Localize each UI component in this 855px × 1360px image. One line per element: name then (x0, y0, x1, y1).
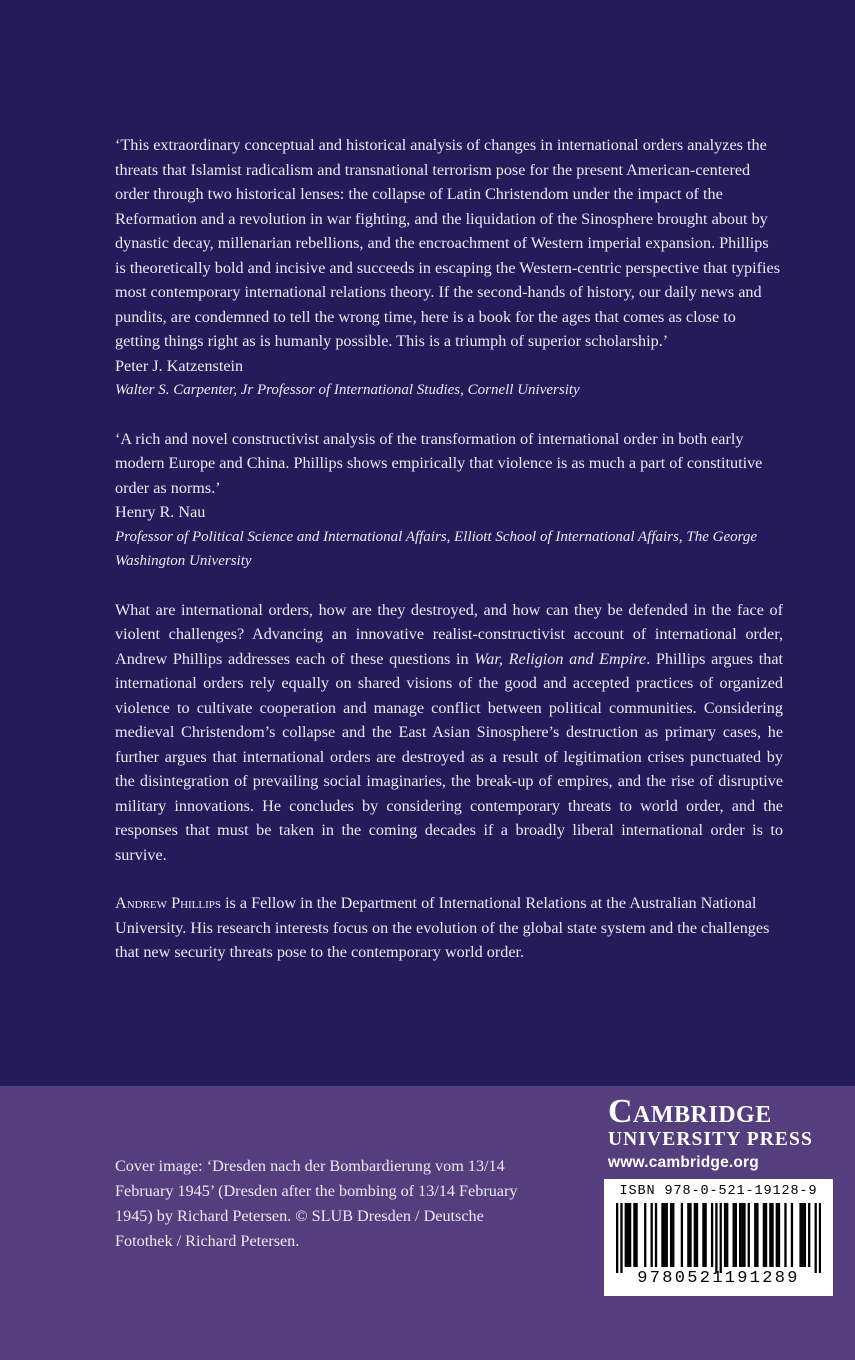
barcode-bar (704, 1203, 706, 1267)
book-description (115, 598, 783, 868)
barcode-bar (633, 1203, 635, 1267)
book-title: War, Religion and Empire (474, 649, 647, 668)
barcode-bar (791, 1203, 793, 1267)
description-part-2: . Phillips argues that international orders rely equally on shared visions of the good and accepted practices of organized violence to cultivate cooperation and manage conflict between political communities. Considering medieval Christendom’s collapse and the East Asian Sinosphere’s destruction as primary cases, he further argues that international orders are destroyed as a result of legitimation crises punctuated by the disintegration of prevailing social imaginaries, the break-up of empires, and the rise of disruptive military innovations. He concludes by considering contemporary threats to world order, and the responses that must be taken in the coming decades if a broadly liberal international order is to survive. (115, 649, 784, 864)
barcode-bar (769, 1203, 771, 1267)
publisher-url: www.cambridge.org (608, 1154, 759, 1171)
barcode-bar (711, 1203, 713, 1267)
author-bio-text: is a Fellow in the Department of International Relations at the Australian National University. His research interests focus on the evolution of the global state system and the challenges that new security threats pose to the contemporary world order. (115, 894, 770, 961)
isbn-barcode-box (604, 1179, 833, 1296)
barcode-bar (651, 1203, 653, 1267)
description-part-1: What are international orders, how are they destroyed, and how can they be defended in the face of violent challenges? Advancing an innovative realist-constructivist account of international order, Andrew Phillips addresses each of these questions in (115, 600, 783, 668)
endorsement-quote-2: ‘A rich and novel constructivist analysis of the transformation of international order in both early modern Europe and China. Phillips shows empirically that violence is as much a part of constitutive order as norms.’ (115, 429, 763, 497)
barcode-bar (804, 1203, 806, 1267)
barcode-bar (754, 1203, 756, 1267)
barcode-bar (629, 1203, 631, 1267)
barcode-bar (616, 1203, 618, 1273)
barcode-bar (670, 1203, 672, 1267)
publisher-logo (608, 1094, 838, 1172)
barcode-bar (689, 1203, 691, 1267)
barcode-bar (724, 1203, 726, 1267)
barcode-bar (763, 1203, 765, 1267)
barcode-bar (694, 1203, 696, 1267)
barcode-bar (748, 1203, 750, 1267)
barcode-bar (726, 1203, 728, 1267)
back-cover-copy (115, 133, 783, 965)
barcode-graphic (616, 1203, 821, 1273)
barcode-bar (681, 1203, 683, 1267)
barcode-bar (720, 1203, 722, 1273)
barcode-bar (733, 1203, 735, 1267)
barcode-bar (802, 1203, 804, 1267)
barcode-bar (672, 1203, 674, 1267)
barcode-bar (666, 1203, 668, 1267)
barcode-bar (620, 1203, 622, 1273)
endorsement-quote-1: ‘This extraordinary conceptual and historical analysis of changes in international orders analyzes the threats that Islamist radicalism and transnational terrorism pose for the present American-centered order through two historical lenses: the collapse of Latin Christendom under the impact of the Reformation and a revolution in war fighting, and the liquidation of the Sinosphere brought about by dynastic decay, millenarian rebellions, and the encroachment of Western imperial expansion. Phillips is theoretically bold and incisive and succeeds in escaping the Western-centric perspective that typifies most contemporary international relations theory. If the second-hands of history, our daily news and pundits, are condemned to tell the wrong time, here is a book for the ages that comes as close to getting things right as is humanly possible. This is a triumph of superior scholarship.’ (115, 136, 780, 350)
barcode-bar (771, 1203, 773, 1267)
barcode-bar (776, 1203, 778, 1267)
publisher-name: Cambridge (608, 1093, 772, 1130)
barcode-bar (663, 1203, 665, 1267)
barcode-bar (765, 1203, 767, 1267)
endorser-name-1: Peter J. Katzenstein (115, 356, 244, 375)
barcode-bar (627, 1203, 629, 1267)
barcode-bar (625, 1203, 627, 1267)
barcode-bar (743, 1203, 745, 1267)
cover-image-credit: Cover image: ‘Dresden nach der Bombardierung vom 13/14 February 1945’ (Dresden after the bombing of 13/14 February 1945) by Richard Petersen. © SLUB Dresden / Deutsche Fotothek / Richard Petersen. (115, 1157, 518, 1250)
endorser-name-2: Henry R. Nau (115, 503, 206, 521)
ean-digits: 9780521191289 (637, 1269, 800, 1288)
spacer (115, 867, 783, 891)
spacer (115, 574, 783, 598)
barcode-bar (687, 1203, 689, 1267)
isbn-label: ISBN 978-0-521-19128-9 (619, 1184, 818, 1199)
barcode-bar (715, 1203, 717, 1273)
barcode-bar (735, 1203, 737, 1267)
barcode-bar (739, 1203, 741, 1267)
barcode-bar (819, 1203, 821, 1273)
barcode-bar (741, 1203, 743, 1267)
endorser-role-2: Professor of Political Science and International Affairs, Elliott School of International Affairs, The George Washington University (115, 528, 758, 569)
barcode-bar (696, 1203, 698, 1267)
barcode-bar (644, 1203, 646, 1267)
barcode-bar (655, 1203, 657, 1267)
barcode-bar (808, 1203, 810, 1267)
publisher-subtitle: UNIVERSITY PRESS (608, 1129, 813, 1150)
spacer (115, 403, 783, 427)
barcode-bar (661, 1203, 663, 1267)
barcode-bar (635, 1203, 637, 1267)
barcode-bar (702, 1203, 704, 1267)
barcode-bar (799, 1203, 801, 1267)
barcode-bar (784, 1203, 786, 1267)
endorser-role-1: Walter S. Carpenter, Jr Professor of International Studies, Cornell University (115, 382, 580, 398)
barcode-bar (815, 1203, 817, 1273)
author-name: Andrew Phillips (115, 894, 222, 912)
barcode-bar (756, 1203, 758, 1267)
barcode-bar (778, 1203, 780, 1267)
author-bio (115, 891, 783, 965)
